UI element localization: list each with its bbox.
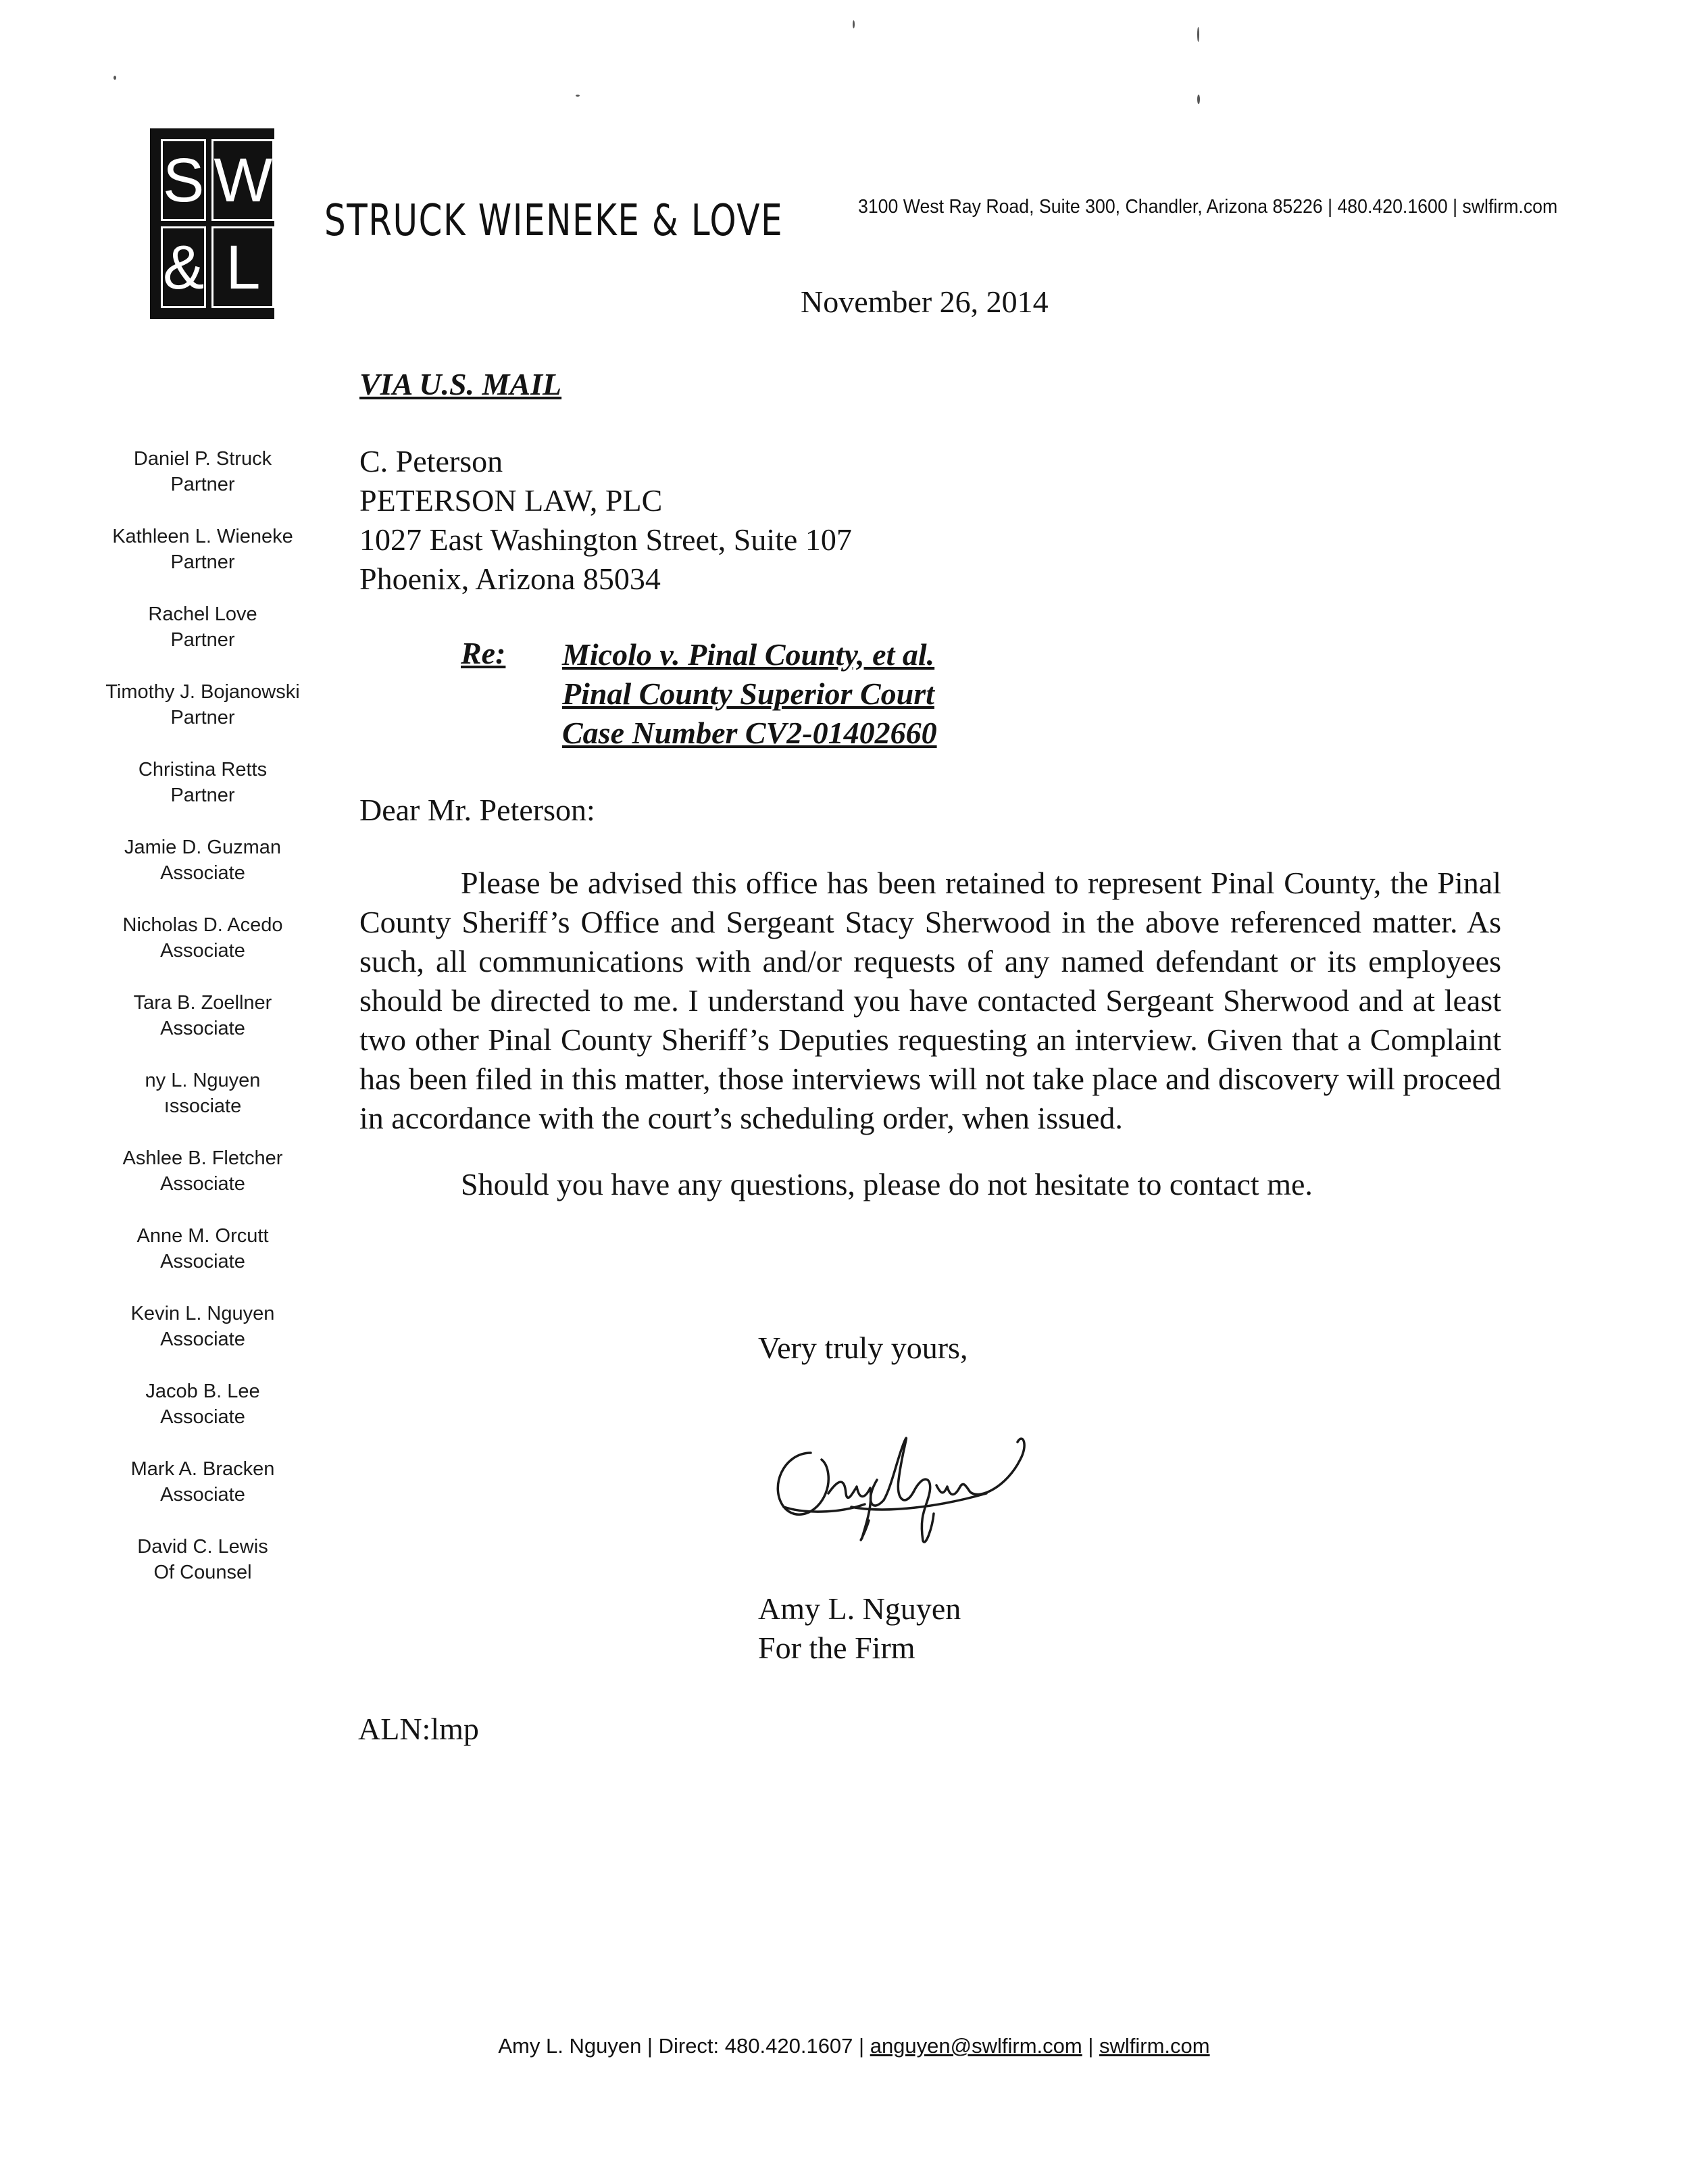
re-subject-block — [562, 635, 937, 753]
roster-name: Ashlee B. Fletcher — [122, 1147, 283, 1169]
re-case-caption: Micolo v. Pinal County, et al. — [562, 637, 935, 672]
roster-entry — [101, 757, 304, 835]
recipient-name: C. Peterson — [359, 444, 503, 478]
recipient-street: 1027 East Washington Street, Suite 107 — [359, 522, 852, 557]
roster-name: David C. Lewis — [137, 1536, 268, 1558]
scan-speck — [1197, 95, 1200, 104]
scan-speck — [576, 95, 580, 97]
reference-initials: ALN:lmp — [358, 1712, 479, 1746]
logo-letter-ampersand: & — [161, 226, 206, 308]
roster-entry — [101, 912, 304, 990]
roster-entry — [101, 679, 304, 757]
roster-title: Associate — [160, 1251, 245, 1272]
roster-entry — [101, 1456, 304, 1534]
roster-name: Kathleen L. Wieneke — [112, 526, 293, 547]
letter-date: November 26, 2014 — [801, 284, 1049, 319]
signer-role: For the Firm — [758, 1631, 915, 1665]
roster-entry — [101, 1534, 304, 1612]
letter-footer — [0, 2034, 1708, 2058]
re-label: Re: — [461, 636, 506, 670]
roster-name: Tara B. Zoellner — [133, 992, 272, 1014]
roster-entry — [101, 1301, 304, 1379]
recipient-address-block — [359, 442, 852, 599]
roster-title: Associate — [160, 1173, 245, 1195]
attorney-roster — [101, 446, 304, 1612]
roster-title: Of Counsel — [153, 1562, 252, 1583]
roster-name: ny L. Nguyen — [145, 1070, 261, 1091]
roster-entry — [101, 1145, 304, 1223]
roster-entry — [101, 446, 304, 524]
recipient-firm: PETERSON LAW, PLC — [359, 483, 663, 518]
roster-title: Associate — [160, 1406, 245, 1428]
roster-entry — [101, 1068, 304, 1145]
roster-entry — [101, 1223, 304, 1301]
firm-address: 3100 West Ray Road, Suite 300, Chandler, Arizona 85226 | 480.420.1600 | swlfirm.com — [858, 196, 1558, 218]
roster-name: Timothy J. Bojanowski — [105, 681, 300, 703]
delivery-method: VIA U.S. MAIL — [359, 367, 562, 401]
roster-entry — [101, 601, 304, 679]
footer-phone: 480.420.1607 — [724, 2034, 853, 2058]
scan-speck — [1197, 27, 1199, 42]
body-paragraph: Please be advised this office has been retained to represent Pinal County, the Pinal County Sheriff’s Office and Sergeant Stacy Sherwood in the above referenced matter. As such, all communications with and/or requests of any named defendant or its employees should be directed to me. I understand you have contacted Sergeant Sherwood and at least two other Pinal County Sheriff’s Deputies requesting an interview. Given that a Complaint has been filed in this matter, those interviews will not take place and discovery will proceed in accordance with the court’s scheduling order, when issued. — [359, 866, 1501, 1135]
footer-separator: | — [853, 2034, 870, 2058]
roster-entry — [101, 524, 304, 601]
roster-name: Kevin L. Nguyen — [130, 1303, 275, 1324]
roster-title: ıssociate — [164, 1095, 242, 1117]
scan-speck — [114, 76, 116, 80]
logo-letter-s: S — [161, 139, 206, 221]
firm-name: STRUCK WIENEKE & LOVE — [324, 196, 784, 246]
roster-title: Associate — [160, 1484, 245, 1506]
recipient-city: Phoenix, Arizona 85034 — [359, 562, 661, 596]
roster-name: Rachel Love — [148, 603, 257, 625]
roster-name: Anne M. Orcutt — [136, 1225, 269, 1247]
roster-entry — [101, 990, 304, 1068]
roster-title: Associate — [160, 940, 245, 962]
roster-name: Daniel P. Struck — [133, 448, 272, 470]
footer-separator: | — [1082, 2034, 1099, 2058]
roster-title: Partner — [170, 785, 235, 806]
footer-separator: | Direct: — [641, 2034, 725, 2058]
letter-body — [359, 864, 1501, 1231]
scan-speck — [853, 20, 855, 28]
roster-title: Associate — [160, 1329, 245, 1350]
logo-letter-w: W — [211, 139, 274, 221]
roster-title: Associate — [160, 1018, 245, 1039]
roster-title: Associate — [160, 862, 245, 884]
roster-name: Jacob B. Lee — [145, 1381, 260, 1402]
roster-name: Nicholas D. Acedo — [122, 914, 283, 936]
re-court: Pinal County Superior Court — [562, 676, 934, 711]
logo-letter-l: L — [211, 226, 274, 308]
handwritten-signature — [763, 1412, 1047, 1547]
signer-name: Amy L. Nguyen — [758, 1591, 961, 1626]
salutation: Dear Mr. Peterson: — [359, 793, 595, 827]
roster-title: Partner — [170, 474, 235, 495]
body-paragraph: Should you have any questions, please do not hesitate to contact me. — [461, 1167, 1313, 1201]
footer-name: Amy L. Nguyen — [498, 2034, 642, 2058]
roster-entry — [101, 835, 304, 912]
re-case-number: Case Number CV2-01402660 — [562, 716, 937, 750]
footer-email-link[interactable]: anguyen@swlfirm.com — [870, 2034, 1082, 2058]
closing: Very truly yours, — [758, 1331, 968, 1365]
roster-title: Partner — [170, 707, 235, 728]
signer-block — [758, 1589, 961, 1668]
roster-title: Partner — [170, 629, 235, 651]
roster-entry — [101, 1379, 304, 1456]
roster-name: Mark A. Bracken — [130, 1458, 275, 1480]
roster-title: Partner — [170, 551, 235, 573]
footer-website-link[interactable]: swlfirm.com — [1099, 2034, 1210, 2058]
roster-name: Jamie D. Guzman — [124, 837, 282, 858]
roster-name: Christina Retts — [138, 759, 268, 780]
firm-logo — [150, 128, 274, 319]
